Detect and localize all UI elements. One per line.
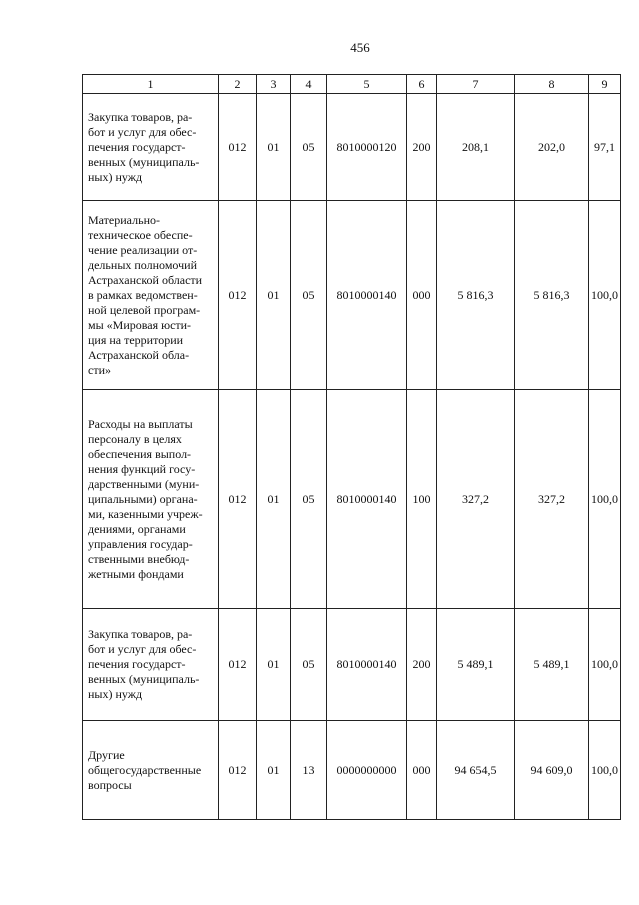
cell-subsection: 05 [291,94,327,201]
header-row [83,75,621,94]
cell-ministry: 012 [219,721,257,820]
col-header-4: 4 [291,75,327,94]
cell-target-article: 8010000140 [327,609,407,721]
row-name-cell [83,390,219,609]
name-line: персоналу в целях [88,431,182,446]
cell-percent: 97,1 [589,94,621,201]
name-line: дельных полномочий [88,257,197,272]
col-header-7: 7 [437,75,515,94]
cell-executed: 202,0 [515,94,589,201]
name-line: ной целевой програм- [88,302,201,317]
cell-percent: 100,0 [589,201,621,390]
name-line: общегосударственные [88,762,202,777]
cell-subsection: 05 [291,201,327,390]
name-line: печения государст- [88,657,186,671]
cell-percent: 100,0 [589,390,621,609]
cell-subsection: 05 [291,609,327,721]
name-line: чение реализации от- [88,242,198,257]
name-line: венных (муниципаль- [88,154,200,169]
row-name-cell [83,201,219,390]
name-line: Закупка товаров, ра- [88,627,193,641]
name-line: в рамках ведомствен- [88,287,198,302]
cell-expense-type: 000 [407,721,437,820]
cell-percent: 100,0 [589,721,621,820]
cell-ministry: 012 [219,201,257,390]
cell-section: 01 [257,609,291,721]
row-name-cell [83,721,219,820]
name-line: управления государ- [88,536,193,551]
cell-ministry: 012 [219,609,257,721]
name-line: Расходы на выплаты [88,416,193,431]
col-header-3: 3 [257,75,291,94]
col-header-9: 9 [589,75,621,94]
cell-executed: 94 609,0 [515,721,589,820]
col-header-5: 5 [327,75,407,94]
name-line: бот и услуг для обес- [88,642,197,656]
cell-planned: 5 489,1 [437,609,515,721]
cell-subsection: 13 [291,721,327,820]
cell-target-article: 8010000140 [327,201,407,390]
name-line: печения государст- [88,139,186,154]
name-line: дениями, органами [88,521,186,536]
name-line: ципальными) органа- [88,491,198,506]
col-header-8: 8 [515,75,589,94]
budget-table [82,74,621,820]
cell-expense-type: 200 [407,609,437,721]
name-line: нения функций госу- [88,461,196,476]
name-line: Астраханской области [88,272,203,287]
table-row [83,201,621,390]
col-header-6: 6 [407,75,437,94]
row-name-cell [83,94,219,201]
cell-executed: 5 816,3 [515,201,589,390]
name-line: мы «Мировая юсти- [88,317,192,332]
name-line: ция на территории [88,332,184,347]
cell-executed: 5 489,1 [515,609,589,721]
name-line: венных (муниципаль- [88,672,200,686]
cell-target-article: 0000000000 [327,721,407,820]
name-line: обеспечения выпол- [88,446,192,461]
cell-section: 01 [257,201,291,390]
page-number: 456 [350,40,370,55]
cell-expense-type: 100 [407,390,437,609]
table-row [83,609,621,721]
name-line: Другие [88,747,125,762]
cell-section: 01 [257,390,291,609]
cell-target-article: 8010000120 [327,94,407,201]
cell-planned: 5 816,3 [437,201,515,390]
cell-planned: 327,2 [437,390,515,609]
name-line: ми, казенными учреж- [88,506,203,521]
cell-section: 01 [257,94,291,201]
name-line: техническое обеспе- [88,227,193,242]
name-line: Астраханской обла- [88,347,190,362]
name-line: ных) нужд [88,687,143,701]
name-line: ных) нужд [88,169,143,184]
cell-ministry: 012 [219,94,257,201]
table-row [83,94,621,201]
cell-expense-type: 000 [407,201,437,390]
name-line: сти» [88,362,111,377]
cell-planned: 94 654,5 [437,721,515,820]
name-line: Материально- [88,212,160,227]
name-line: Закупка товаров, ра- [88,109,193,124]
name-line: жетными фондами [88,566,184,581]
cell-executed: 327,2 [515,390,589,609]
cell-subsection: 05 [291,390,327,609]
table-row [83,390,621,609]
col-header-2: 2 [219,75,257,94]
cell-section: 01 [257,721,291,820]
cell-percent: 100,0 [589,609,621,721]
row-name-cell [83,609,219,721]
col-header-1: 1 [83,75,219,94]
table-row [83,721,621,820]
cell-target-article: 8010000140 [327,390,407,609]
cell-ministry: 012 [219,390,257,609]
cell-expense-type: 200 [407,94,437,201]
name-line: вопросы [88,777,132,792]
name-line: дарственными (муни- [88,476,200,491]
cell-planned: 208,1 [437,94,515,201]
name-line: бот и услуг для обес- [88,124,197,139]
name-line: ственными внебюд- [88,551,190,566]
